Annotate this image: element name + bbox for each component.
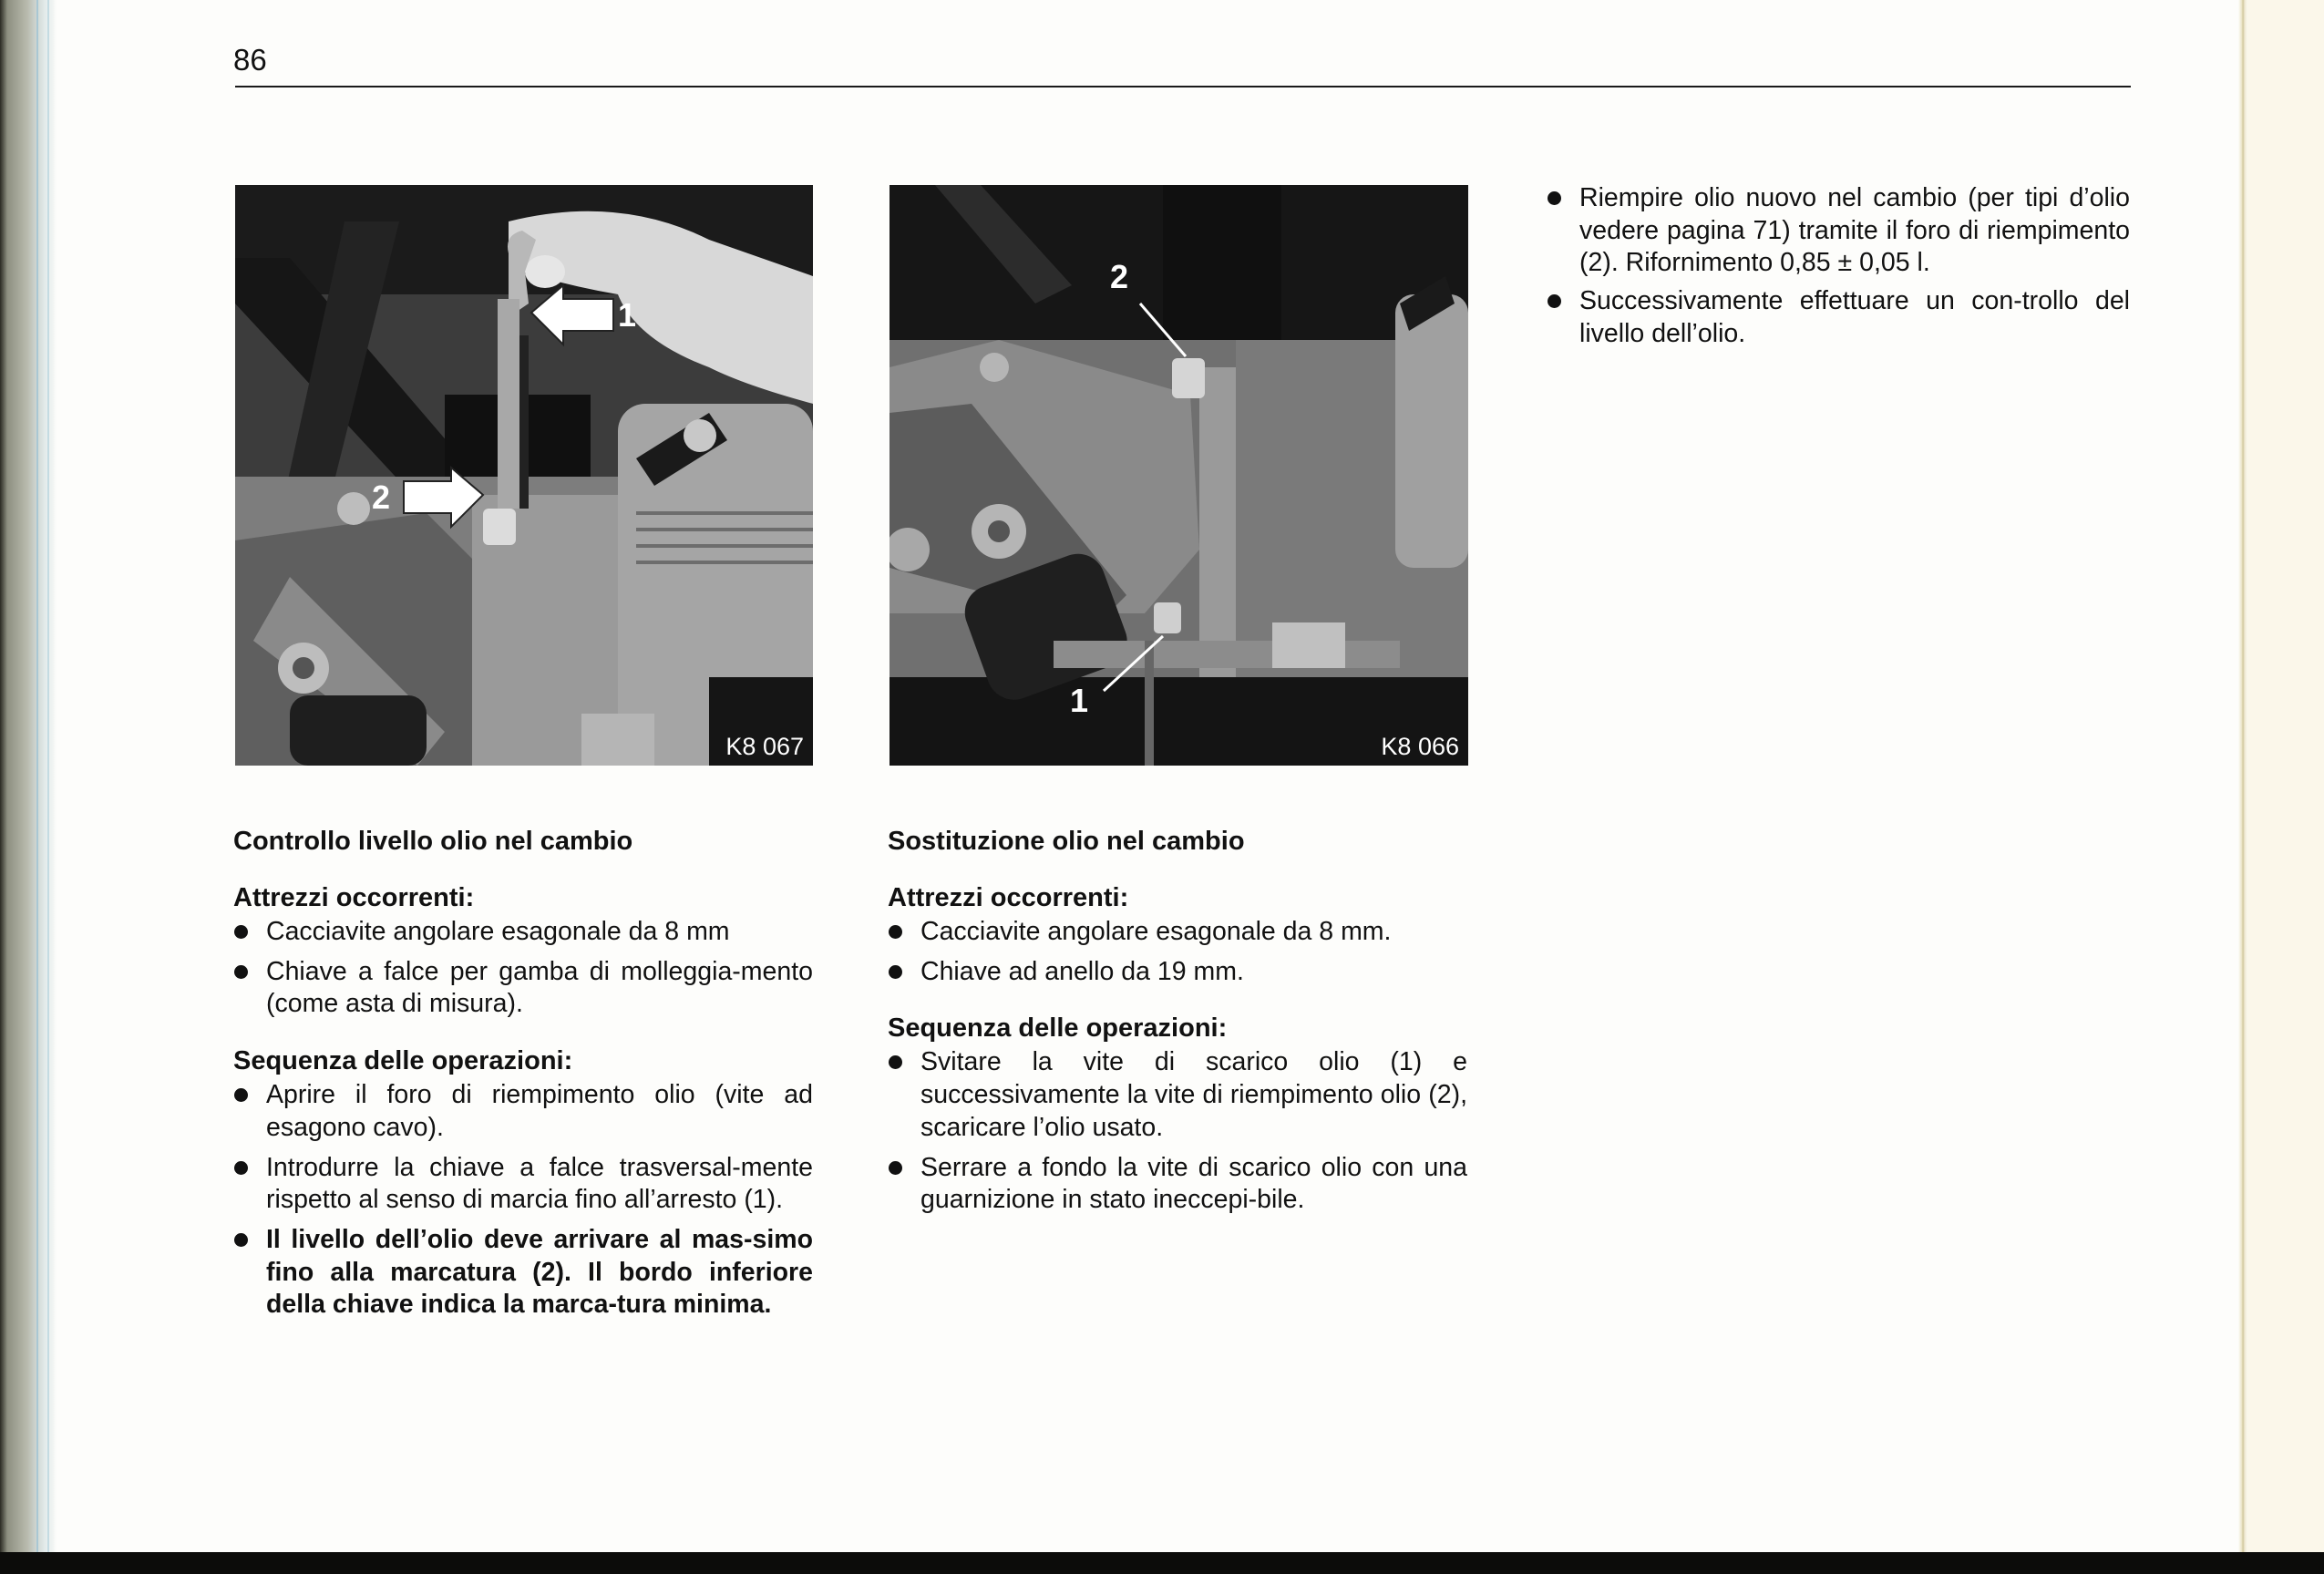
photo-code: K8 066 — [1381, 733, 1459, 760]
list-item: Introdurre la chiave a falce trasversal-mente rispetto al senso di marcia fino all’arresto (1). — [233, 1152, 813, 1217]
facing-page — [2247, 0, 2324, 1554]
list-item: Aprire il foro di riempimento olio (vite ad esagono cavo). — [233, 1079, 813, 1144]
section-oil-level-check — [233, 825, 813, 1322]
section-oil-change — [888, 825, 1467, 1217]
engine-photo-illustration — [235, 185, 813, 766]
page-edge-line — [36, 0, 38, 1554]
photo-oil-change — [889, 185, 1468, 766]
list-item: Cacciavite angolare esagonale da 8 mm — [233, 916, 813, 949]
steps-heading: Sequenza delle operazioni: — [233, 1046, 573, 1076]
header-rule — [235, 86, 2131, 87]
callout-1-label: 1 — [1070, 682, 1089, 719]
list-item: Svitare la vite di scarico olio (1) e successivamente la vite di riempimento olio (2), scaricare l’olio usato. — [888, 1046, 1467, 1144]
list-item: Serrare a fondo la vite di scarico olio con una guarnizione in stato ineccepi-bile. — [888, 1152, 1467, 1217]
list-item: Chiave a falce per gamba di molleggia-mento (come asta di misura). — [233, 956, 813, 1021]
list-item: Successivamente effettuare un con-trollo del livello dell’olio. — [1547, 285, 2130, 350]
section-title: Controllo livello olio nel cambio — [233, 827, 633, 856]
scan-bottom-border — [0, 1552, 2324, 1574]
callout-2-label: 2 — [1110, 258, 1129, 295]
page-edge-line — [47, 0, 49, 1554]
page-number: 86 — [233, 43, 267, 77]
tools-list — [888, 916, 1467, 988]
list-item: Cacciavite angolare esagonale da 8 mm. — [888, 916, 1467, 949]
refill-instructions — [1547, 182, 2130, 351]
steps-heading: Sequenza delle operazioni: — [888, 1013, 1228, 1044]
tools-heading: Attrezzi occorrenti: — [233, 883, 475, 912]
steps-list — [888, 1046, 1467, 1217]
engine-photo-illustration — [889, 185, 1468, 766]
photo-code: K8 067 — [725, 733, 804, 760]
book-fold — [2238, 0, 2247, 1554]
list-item-warning: Il livello dell’olio deve arrivare al mas-simo fino alla marcatura (2). Il bordo inferiore della chiave indica la marca-tura minima. — [233, 1224, 813, 1322]
list-item: Chiave ad anello da 19 mm. — [888, 956, 1467, 989]
callout-2-label: 2 — [372, 478, 391, 516]
list-item: Riempire olio nuovo nel cambio (per tipi d’olio vedere pagina 71) tramite il foro di riempimento (2). Rifornimento 0,85 ± 0,05 l. — [1547, 182, 2130, 280]
refill-steps-list — [1547, 182, 2130, 351]
section-title: Sostituzione olio nel cambio — [888, 827, 1245, 856]
callout-1-label: 1 — [618, 296, 637, 334]
tools-heading: Attrezzi occorrenti: — [888, 883, 1129, 912]
steps-list — [233, 1079, 813, 1322]
photo-oil-level-check — [235, 185, 813, 766]
tools-list — [233, 916, 813, 1021]
